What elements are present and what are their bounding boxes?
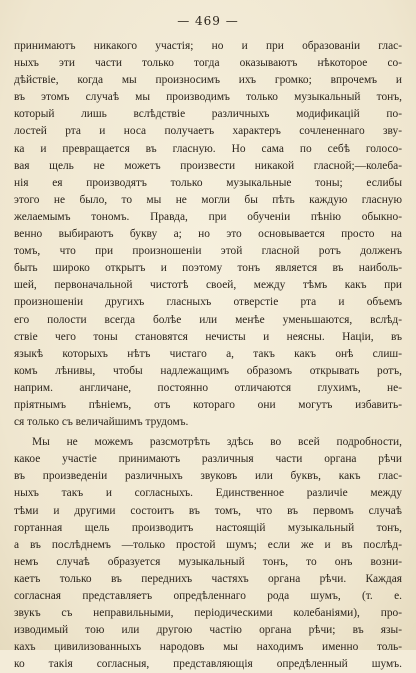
- text-line: ныхъ эти части только тогда оказываютъ нѣкоторое со-: [14, 57, 402, 70]
- text-line: какое участіе принимаютъ различныя части органа рѣчи: [14, 453, 402, 466]
- text-line: ко такія согласныя, представляющія опредѣленный шумъ.: [14, 658, 402, 671]
- text-line: языкѣ которыхъ нѣтъ чистаго а, такъ какъ онѣ слиш-: [14, 347, 402, 360]
- text-line: дѣйствіе, когда мы произносимъ ихъ громко; впрочемъ и: [14, 74, 402, 87]
- text-line: желаемымъ тономъ. Правда, при обученіи пѣнію обыкно-: [14, 210, 402, 223]
- paragraph-1: [14, 38, 402, 431]
- page-number: — 469 —: [177, 14, 239, 28]
- text-line: каетъ только въ переднихъ частяхъ органа рѣчи. Каждая: [14, 572, 402, 585]
- text-line: звукъ съ неправильными, періодическими колебаніями), про-: [14, 607, 402, 620]
- text-line: немъ случаѣ образуется музыкальный тонъ, то онъ возни-: [14, 555, 402, 568]
- text-line: согласная представляетъ опредѣленнаго рода шумъ, (т. е.: [14, 590, 402, 602]
- text-line: въ этомъ случаѣ мы производимъ только музыкальный тонъ,: [14, 91, 402, 104]
- text-line: шей, первоначальной чистотѣ своей, между тѣмъ какъ при: [14, 279, 402, 292]
- text-line: ныхъ такъ и согласныхъ. Единственное различіе между: [14, 487, 402, 500]
- text-line: а въ послѣднемъ —только простой шумъ; если же и въ послѣд-: [14, 538, 402, 551]
- paragraph-2: [14, 434, 402, 673]
- text-line: его полости всегда болѣе или менѣе уменьшаются, вслѣд-: [14, 313, 402, 326]
- text-line: томъ, что при произношеніи этой гласной ротъ долженъ: [14, 245, 402, 258]
- text-line: въ произведеніи различныхъ звуковъ или буквъ, какъ глас-: [14, 470, 402, 483]
- text-line: пріятнымъ пѣніемъ, отъ котораго они могутъ избавить-: [14, 398, 402, 411]
- text-line: ствіе чего тоны становятся нечисты и неясны. Націи, въ: [14, 330, 402, 343]
- text-line: лостей рта и носа получаетъ характеръ сочлененнаго зву-: [14, 125, 402, 138]
- text-line: быть широко открытъ и поэтому тонъ является въ наиболь-: [14, 262, 402, 275]
- body-text: [14, 38, 402, 673]
- text-line: этого не было, то мы не могли бы пѣть каждую гласную: [14, 193, 402, 206]
- text-line: комъ лѣнивы, чтобы надлежащимъ образомъ открывать ротъ,: [14, 364, 402, 377]
- text-line: наприм. англичане, постоянно отличаются глухимъ, не-: [14, 381, 402, 394]
- text-line: который лишь вслѣдствіе различныхъ модификацій по-: [14, 108, 402, 121]
- text-line: гортанная щель производитъ настоящій музыкальный тонъ,: [14, 521, 402, 534]
- text-line: кахъ цивилизованныхъ народовъ мы находимъ именно толь-: [14, 641, 402, 654]
- text-line: изводимый тою или другою частію органа рѣчи; въ язы-: [14, 624, 402, 637]
- text-line: ся только съ величайшимъ трудомъ.: [14, 416, 189, 429]
- text-line: венно выбираютъ букву а; но это основывается просто на: [14, 228, 402, 241]
- text-line: Мы не можемъ разсмотрѣть здѣсь во всей подробности,: [32, 436, 402, 449]
- text-line: произношеніи другихъ гласныхъ отверстіе рта и объемъ: [14, 296, 402, 309]
- text-line: нія ея производятъ только музыкальные тоны; еслибы: [14, 176, 402, 189]
- text-line: тѣми и другими состоитъ въ томъ, что въ первомъ случаѣ: [14, 504, 402, 517]
- text-line: вая щель не можетъ произвести никакой гласной;—колеба-: [14, 159, 402, 172]
- text-line: принимаютъ никакого участія; но и при образованіи глас-: [14, 40, 402, 52]
- text-line: ка и превращается въ гласную. Но сама по себѣ голосо-: [14, 142, 402, 155]
